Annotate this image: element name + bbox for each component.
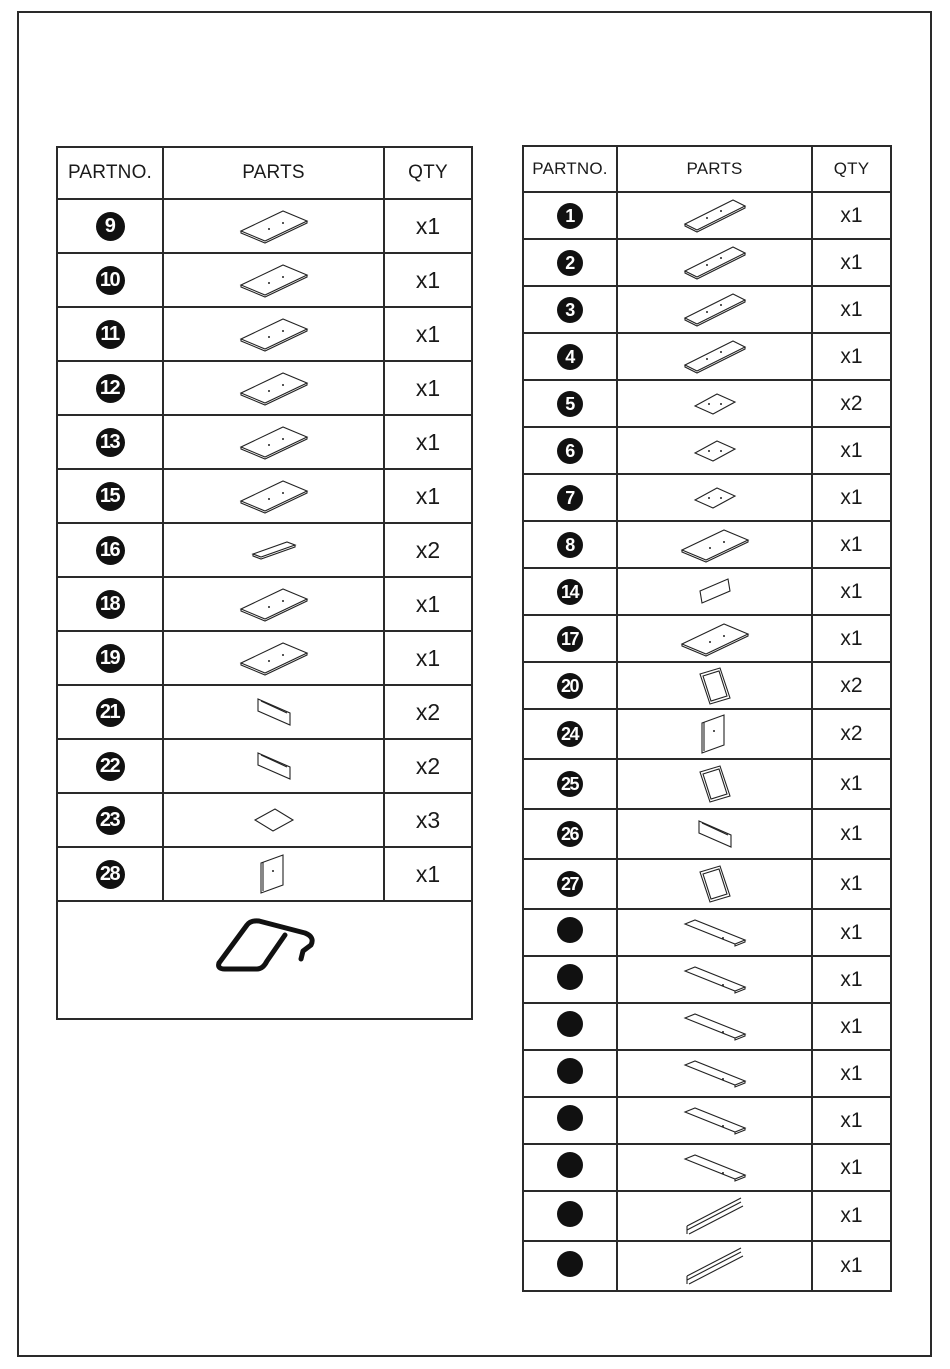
part-number-badge: 27 [557, 871, 583, 897]
table-row [523, 956, 891, 1003]
part-number-cell [523, 859, 617, 909]
part-image-cell [617, 1241, 812, 1291]
table-row [57, 577, 472, 631]
quantity-cell: x1 [384, 847, 472, 901]
quantity-cell: x1 [812, 286, 891, 333]
part-number-badge: 10 [96, 266, 125, 295]
part-number-badge [557, 1201, 583, 1227]
quantity-cell: x1 [812, 1050, 891, 1097]
part-number-badge: 13 [96, 428, 125, 457]
parts-table-right [522, 145, 892, 1292]
table-row [57, 469, 472, 523]
table-row [57, 253, 472, 307]
part-number-badge: 25 [557, 771, 583, 797]
frame-panel-icon [618, 864, 811, 904]
header-partno: PARTNO. [523, 146, 617, 192]
quantity-cell: x1 [812, 909, 891, 956]
header-partno: PARTNO. [57, 147, 163, 199]
part-image-cell [617, 1144, 812, 1191]
part-number-badge [557, 1152, 583, 1178]
frame-panel-icon [618, 666, 811, 706]
allen-key-icon [58, 915, 471, 975]
part-number-badge: 7 [557, 485, 583, 511]
part-number-cell [523, 192, 617, 239]
part-image-cell [617, 1003, 812, 1050]
part-number-cell [523, 521, 617, 568]
door-panel-icon [164, 853, 383, 895]
part-number-badge: 9 [96, 212, 125, 241]
part-number-cell [57, 631, 163, 685]
table-row [57, 361, 472, 415]
part-number-cell [523, 1241, 617, 1291]
strip-icon [618, 577, 811, 607]
part-number-badge: 14 [557, 579, 583, 605]
part-number-cell [523, 1097, 617, 1144]
quantity-cell: x1 [384, 361, 472, 415]
part-image-cell [617, 809, 812, 859]
part-image-cell [617, 380, 812, 427]
table-row [57, 847, 472, 901]
part-number-cell [57, 469, 163, 523]
part-image-cell [163, 307, 384, 361]
part-image-cell [163, 199, 384, 253]
rod-icon [618, 1246, 811, 1286]
table-row [57, 739, 472, 793]
part-number-cell [57, 307, 163, 361]
part-number-cell [57, 361, 163, 415]
part-number-badge: 4 [557, 344, 583, 370]
part-image-cell [163, 523, 384, 577]
quantity-cell: x1 [812, 333, 891, 380]
quantity-cell: x1 [812, 1241, 891, 1291]
part-number-badge: 19 [96, 644, 125, 673]
long-panel-icon [618, 245, 811, 281]
quantity-cell: x1 [812, 615, 891, 662]
part-number-badge: 5 [557, 391, 583, 417]
table-row [523, 809, 891, 859]
part-number-badge: 20 [557, 673, 583, 699]
part-number-badge: 8 [557, 532, 583, 558]
door-panel-icon [618, 713, 811, 755]
quantity-cell: x1 [384, 577, 472, 631]
part-image-cell [163, 469, 384, 523]
part-number-cell [523, 759, 617, 809]
part-image-cell [617, 956, 812, 1003]
panel-icon [164, 587, 383, 621]
shelf-icon [618, 1012, 811, 1042]
part-image-cell [163, 793, 384, 847]
frame-panel-icon [618, 764, 811, 804]
part-number-badge: 6 [557, 438, 583, 464]
table-row [523, 427, 891, 474]
table-row [523, 1191, 891, 1241]
board-icon [164, 697, 383, 727]
quantity-cell: x1 [812, 239, 891, 286]
table-row [57, 685, 472, 739]
square-panel-icon [164, 807, 383, 833]
part-image-cell [617, 1191, 812, 1241]
part-number-badge: 1 [557, 203, 583, 229]
board-icon [164, 751, 383, 781]
quantity-cell: x1 [384, 631, 472, 685]
part-number-badge [557, 964, 583, 990]
panel-icon [164, 371, 383, 405]
quantity-cell: x2 [384, 685, 472, 739]
part-number-badge: 15 [96, 482, 125, 511]
part-number-cell [523, 239, 617, 286]
part-number-cell [57, 685, 163, 739]
panel-icon [618, 622, 811, 656]
part-number-badge: 26 [557, 821, 583, 847]
table-row [57, 523, 472, 577]
rod-icon [618, 1196, 811, 1236]
part-image-cell [617, 1097, 812, 1144]
small-panel-icon [618, 486, 811, 510]
quantity-cell: x1 [812, 956, 891, 1003]
part-number-cell [57, 847, 163, 901]
part-number-cell [523, 1003, 617, 1050]
quantity-cell: x1 [384, 199, 472, 253]
part-number-badge: 11 [96, 320, 125, 349]
small-panel-icon [618, 439, 811, 463]
part-number-badge: 28 [96, 860, 125, 889]
part-number-cell [523, 1050, 617, 1097]
quantity-cell: x1 [812, 568, 891, 615]
table-row [523, 239, 891, 286]
part-image-cell [617, 521, 812, 568]
part-image-cell [163, 685, 384, 739]
quantity-cell: x1 [812, 192, 891, 239]
part-number-badge: 24 [557, 721, 583, 747]
table-row [57, 793, 472, 847]
table-row [523, 1050, 891, 1097]
table-row [523, 909, 891, 956]
part-image-cell [617, 474, 812, 521]
quantity-cell: x1 [384, 253, 472, 307]
parts-table-left [56, 146, 473, 1020]
table-row [57, 415, 472, 469]
part-image-cell [617, 239, 812, 286]
quantity-cell: x1 [812, 809, 891, 859]
quantity-cell: x1 [812, 1191, 891, 1241]
table-row [523, 192, 891, 239]
part-number-cell [523, 809, 617, 859]
part-number-badge [557, 1058, 583, 1084]
board-icon [618, 819, 811, 849]
part-image-cell [617, 333, 812, 380]
table-row [523, 568, 891, 615]
part-image-cell [617, 427, 812, 474]
shelf-icon [618, 1059, 811, 1089]
table-row [523, 474, 891, 521]
part-number-cell [57, 577, 163, 631]
table-row [523, 859, 891, 909]
part-number-badge: 2 [557, 250, 583, 276]
part-image-cell [617, 909, 812, 956]
quantity-cell: x1 [812, 521, 891, 568]
panel-icon [164, 641, 383, 675]
header-parts: PARTS [163, 147, 384, 199]
part-number-cell [57, 199, 163, 253]
quantity-cell: x1 [812, 1003, 891, 1050]
panel-icon [164, 209, 383, 243]
part-number-cell [57, 739, 163, 793]
quantity-cell: x1 [812, 1144, 891, 1191]
part-image-cell [617, 286, 812, 333]
shelf-icon [618, 918, 811, 948]
panel-icon [164, 425, 383, 459]
part-image-cell [617, 615, 812, 662]
quantity-cell: x3 [384, 793, 472, 847]
rail-icon [164, 540, 383, 560]
part-number-cell [523, 709, 617, 759]
part-number-cell [523, 909, 617, 956]
quantity-cell: x1 [812, 427, 891, 474]
quantity-cell: x2 [384, 523, 472, 577]
quantity-cell: x1 [812, 474, 891, 521]
table-row [523, 333, 891, 380]
panel-icon [164, 263, 383, 297]
table-row [523, 615, 891, 662]
part-image-cell [163, 739, 384, 793]
part-number-cell [57, 253, 163, 307]
part-number-badge: 18 [96, 590, 125, 619]
part-number-badge: 16 [96, 536, 125, 565]
part-number-badge [557, 1251, 583, 1277]
part-number-badge: 17 [557, 626, 583, 652]
part-image-cell [617, 759, 812, 809]
quantity-cell: x1 [384, 307, 472, 361]
part-number-cell [523, 286, 617, 333]
part-image-cell [163, 415, 384, 469]
header-qty: QTY [384, 147, 472, 199]
part-image-cell [617, 1050, 812, 1097]
table-row [523, 286, 891, 333]
part-image-cell [617, 662, 812, 709]
part-number-cell [523, 474, 617, 521]
part-number-badge [557, 917, 583, 943]
table-row [57, 307, 472, 361]
quantity-cell: x1 [384, 415, 472, 469]
panel-icon [618, 528, 811, 562]
quantity-cell: x2 [812, 709, 891, 759]
long-panel-icon [618, 198, 811, 234]
table-row [523, 521, 891, 568]
part-number-cell [523, 615, 617, 662]
table-row [523, 1241, 891, 1291]
part-image-cell [163, 631, 384, 685]
table-row [523, 1144, 891, 1191]
quantity-cell: x1 [812, 759, 891, 809]
tool-row [57, 901, 472, 1019]
part-number-cell [523, 1144, 617, 1191]
table-row [523, 759, 891, 809]
table-row [523, 709, 891, 759]
part-image-cell [163, 361, 384, 415]
part-image-cell [163, 847, 384, 901]
quantity-cell: x2 [812, 380, 891, 427]
part-number-cell [523, 380, 617, 427]
table-row [523, 1097, 891, 1144]
quantity-cell: x1 [812, 859, 891, 909]
shelf-icon [618, 1106, 811, 1136]
part-number-cell [523, 956, 617, 1003]
table-row [57, 199, 472, 253]
part-number-badge: 3 [557, 297, 583, 323]
part-image-cell [617, 859, 812, 909]
shelf-icon [618, 1153, 811, 1183]
part-number-badge: 22 [96, 752, 125, 781]
part-number-badge [557, 1105, 583, 1131]
part-number-cell [523, 333, 617, 380]
part-image-cell [617, 192, 812, 239]
panel-icon [164, 479, 383, 513]
part-number-badge [557, 1011, 583, 1037]
part-number-badge: 23 [96, 806, 125, 835]
panel-icon [164, 317, 383, 351]
long-panel-icon [618, 292, 811, 328]
quantity-cell: x2 [812, 662, 891, 709]
quantity-cell: x1 [812, 1097, 891, 1144]
table-row [57, 631, 472, 685]
part-image-cell [163, 577, 384, 631]
part-number-cell [523, 662, 617, 709]
table-row [523, 380, 891, 427]
table-row [523, 662, 891, 709]
part-number-cell [57, 523, 163, 577]
small-panel-icon [618, 392, 811, 416]
quantity-cell: x1 [384, 469, 472, 523]
header-qty: QTY [812, 146, 891, 192]
part-image-cell [163, 253, 384, 307]
part-image-cell [617, 568, 812, 615]
part-number-badge: 12 [96, 374, 125, 403]
part-number-cell [523, 1191, 617, 1241]
part-number-cell [523, 568, 617, 615]
quantity-cell: x2 [384, 739, 472, 793]
table-row [523, 1003, 891, 1050]
long-panel-icon [618, 339, 811, 375]
part-number-cell [523, 427, 617, 474]
part-number-cell [57, 793, 163, 847]
shelf-icon [618, 965, 811, 995]
part-number-badge: 21 [96, 698, 125, 727]
part-image-cell [617, 709, 812, 759]
part-number-cell [57, 415, 163, 469]
header-parts: PARTS [617, 146, 812, 192]
